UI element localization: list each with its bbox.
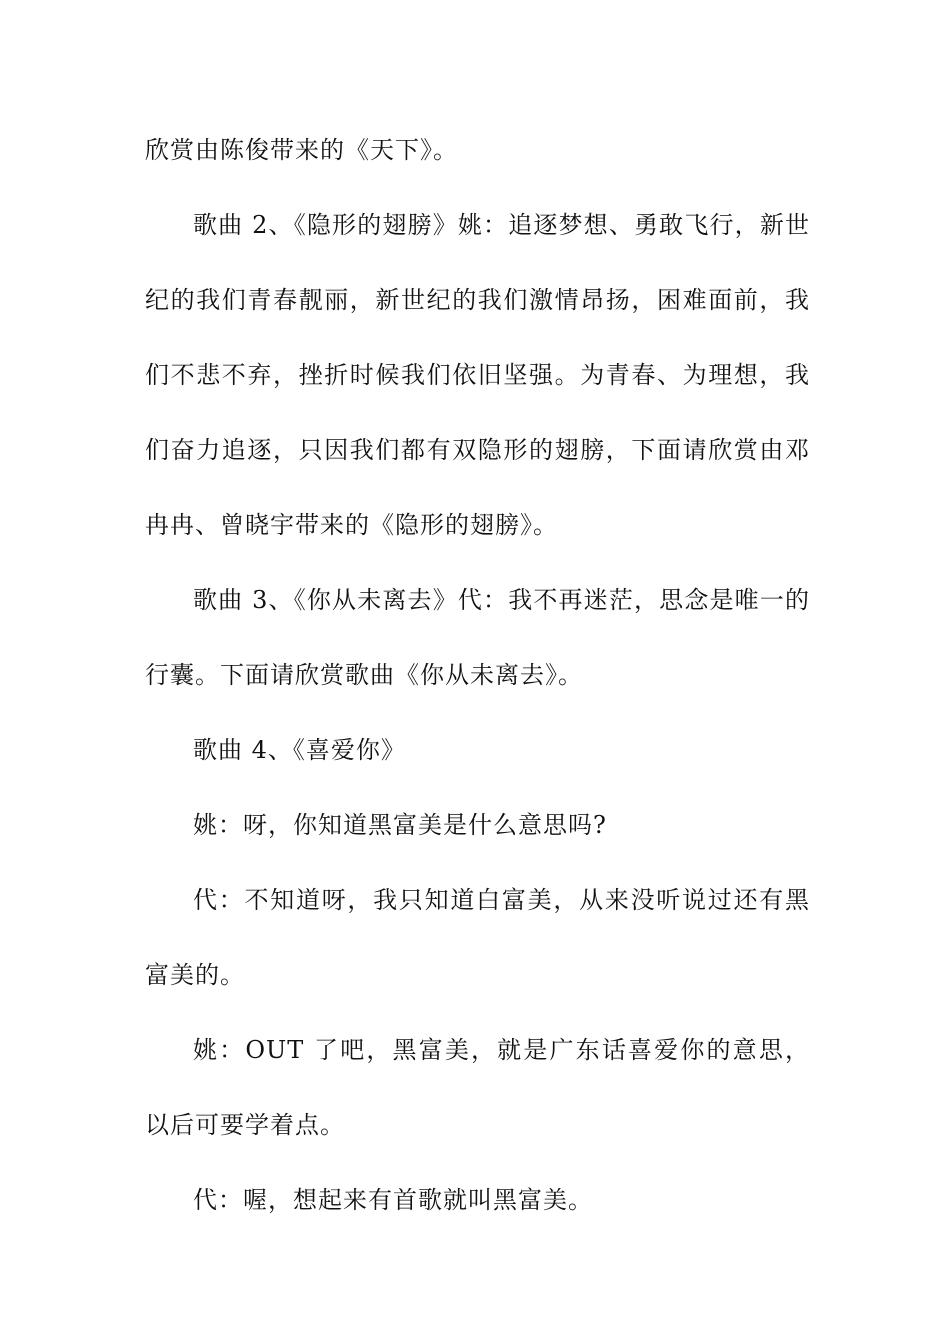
paragraph-5: 姚：呀，你知道黑富美是什么意思吗?	[193, 811, 607, 839]
paragraph-6: 代：不知道呀，我只知道白富美，从来没听说过还有黑富美的。	[145, 886, 810, 989]
paragraph-7: 姚：OUT 了吧，黑富美，就是广东话喜爱你的意思，以后可要学着点。	[145, 1036, 810, 1139]
paragraph-2: 歌曲 2、《隐形的翅膀》姚：追逐梦想、勇敢飞行，新世纪的我们青春靓丽，新世纪的我们激情昂扬，困难面前，我们不悲不弃，挫折时候我们依旧坚强。为青春、为理想，我们奋力追逐，只因我们都有双隐形的翅膀，下面请欣赏由邓冉冉、曾晓宇带来的《隐形的翅膀》。	[145, 211, 810, 539]
document-body	[145, 113, 810, 1238]
paragraph-3: 歌曲 3、《你从未离去》代：我不再迷茫，思念是唯一的行囊。下面请欣赏歌曲《你从未离去》。	[145, 586, 810, 689]
paragraph-8: 代：喔，想起来有首歌就叫黑富美。	[193, 1186, 593, 1214]
paragraph-4: 歌曲 4、《喜爱你》	[193, 736, 406, 764]
paragraph-1: 欣赏由陈俊带来的《天下》。	[145, 136, 458, 164]
